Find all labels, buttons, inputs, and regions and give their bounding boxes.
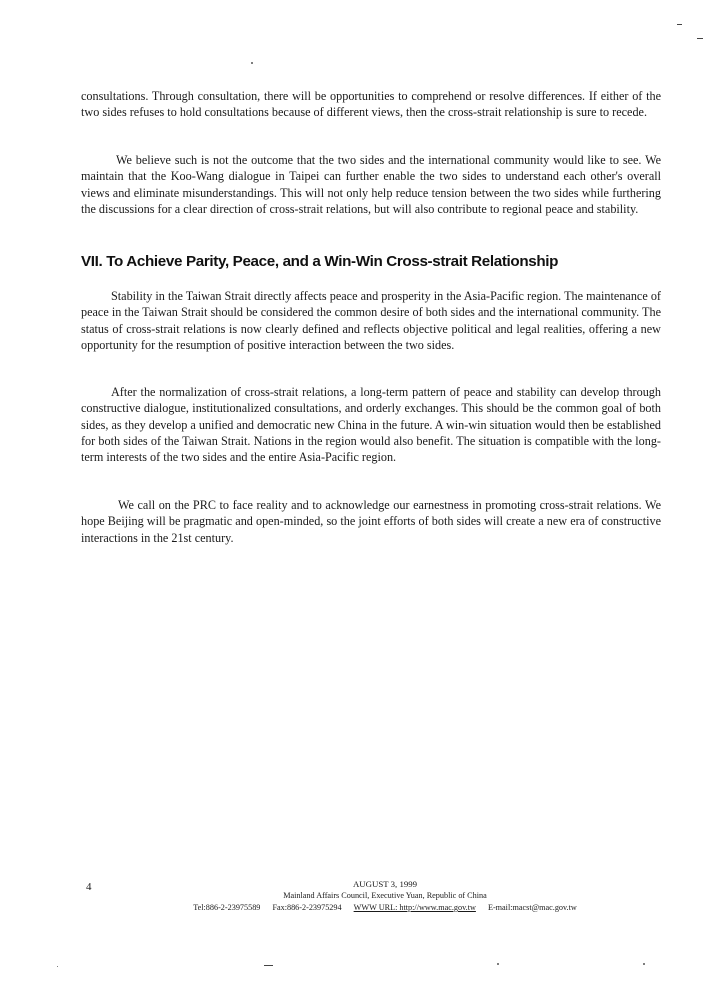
scan-mark xyxy=(677,24,682,25)
paragraph-koo-wang-dialogue: We believe such is not the outcome that the two sides and the international community would like to see. We maintain that the Koo-Wang dialogue in Taipei can further enable the two sides to understand each other's overall views and eliminate misunderstandings. This will not only help reduce tension between the two sides while furthering the discussions for a clear direction of cross-strait relations, but will also contribute to regional peace and stability. xyxy=(81,153,661,216)
scan-speck xyxy=(643,963,645,965)
footer-organization: Mainland Affairs Council, Executive Yuan, Republic of China xyxy=(283,891,487,900)
paragraph-call-on-prc: We call on the PRC to face reality and to acknowledge our earnestness in promoting cross-strait relations. We hope Beijing will be pragmatic and open-minded, so the joint efforts of both sides will create a new era of constructive interactions in the 21st century. xyxy=(81,498,661,545)
footer-email[interactable]: E-mail:macst@mac.gov.tw xyxy=(487,903,577,912)
section-heading-vii: VII. To Achieve Parity, Peace, and a Win-Win Cross-strait Relationship xyxy=(81,253,559,270)
scan-speck xyxy=(57,966,58,967)
paragraph-normalization: After the normalization of cross-strait relations, a long-term pattern of peace and stability can develop through constructive dialogue, institutionalized consultations, and orderly exchanges. This should be the common goal of both sides, as they develop a unified and democratic new China in the future. A win-win situation would then be established for both sides of the Taiwan Strait. Nations in the region would also benefit. The situation is compatible with the long-term interests of the two sides and the entire Asia-Pacific region. xyxy=(81,385,661,465)
footer-fax: Fax:886-2-23975294 xyxy=(272,903,342,912)
footer-www-link[interactable]: WWW URL: http://www.mac.gov.tw xyxy=(353,903,476,912)
footer-contact xyxy=(160,902,610,913)
page-number: 4 xyxy=(86,881,92,893)
scan-mark xyxy=(697,38,703,39)
scan-speck xyxy=(497,963,499,965)
paragraph-consultations: consultations. Through consultation, there will be opportunities to comprehend or resolve differences. If either of the two sides refuses to hold consultations because of different views, then the cross-strait relationship is sure to recede. xyxy=(81,89,661,120)
scan-mark xyxy=(264,965,273,966)
paragraph-taiwan-strait-stability: Stability in the Taiwan Strait directly affects peace and prosperity in the Asia-Pacific region. The maintenance of peace in the Taiwan Strait should be considered the common desire of both sides and the international community. The status of cross-strait relations is now clearly defined and reflects objective political and legal realities, offering a new opportunity for the resumption of positive interaction between the two sides. xyxy=(81,289,661,352)
footer-tel: Tel:886-2-23975589 xyxy=(193,903,261,912)
footer-date: AUGUST 3, 1999 xyxy=(352,879,418,889)
scan-speck xyxy=(251,62,253,64)
